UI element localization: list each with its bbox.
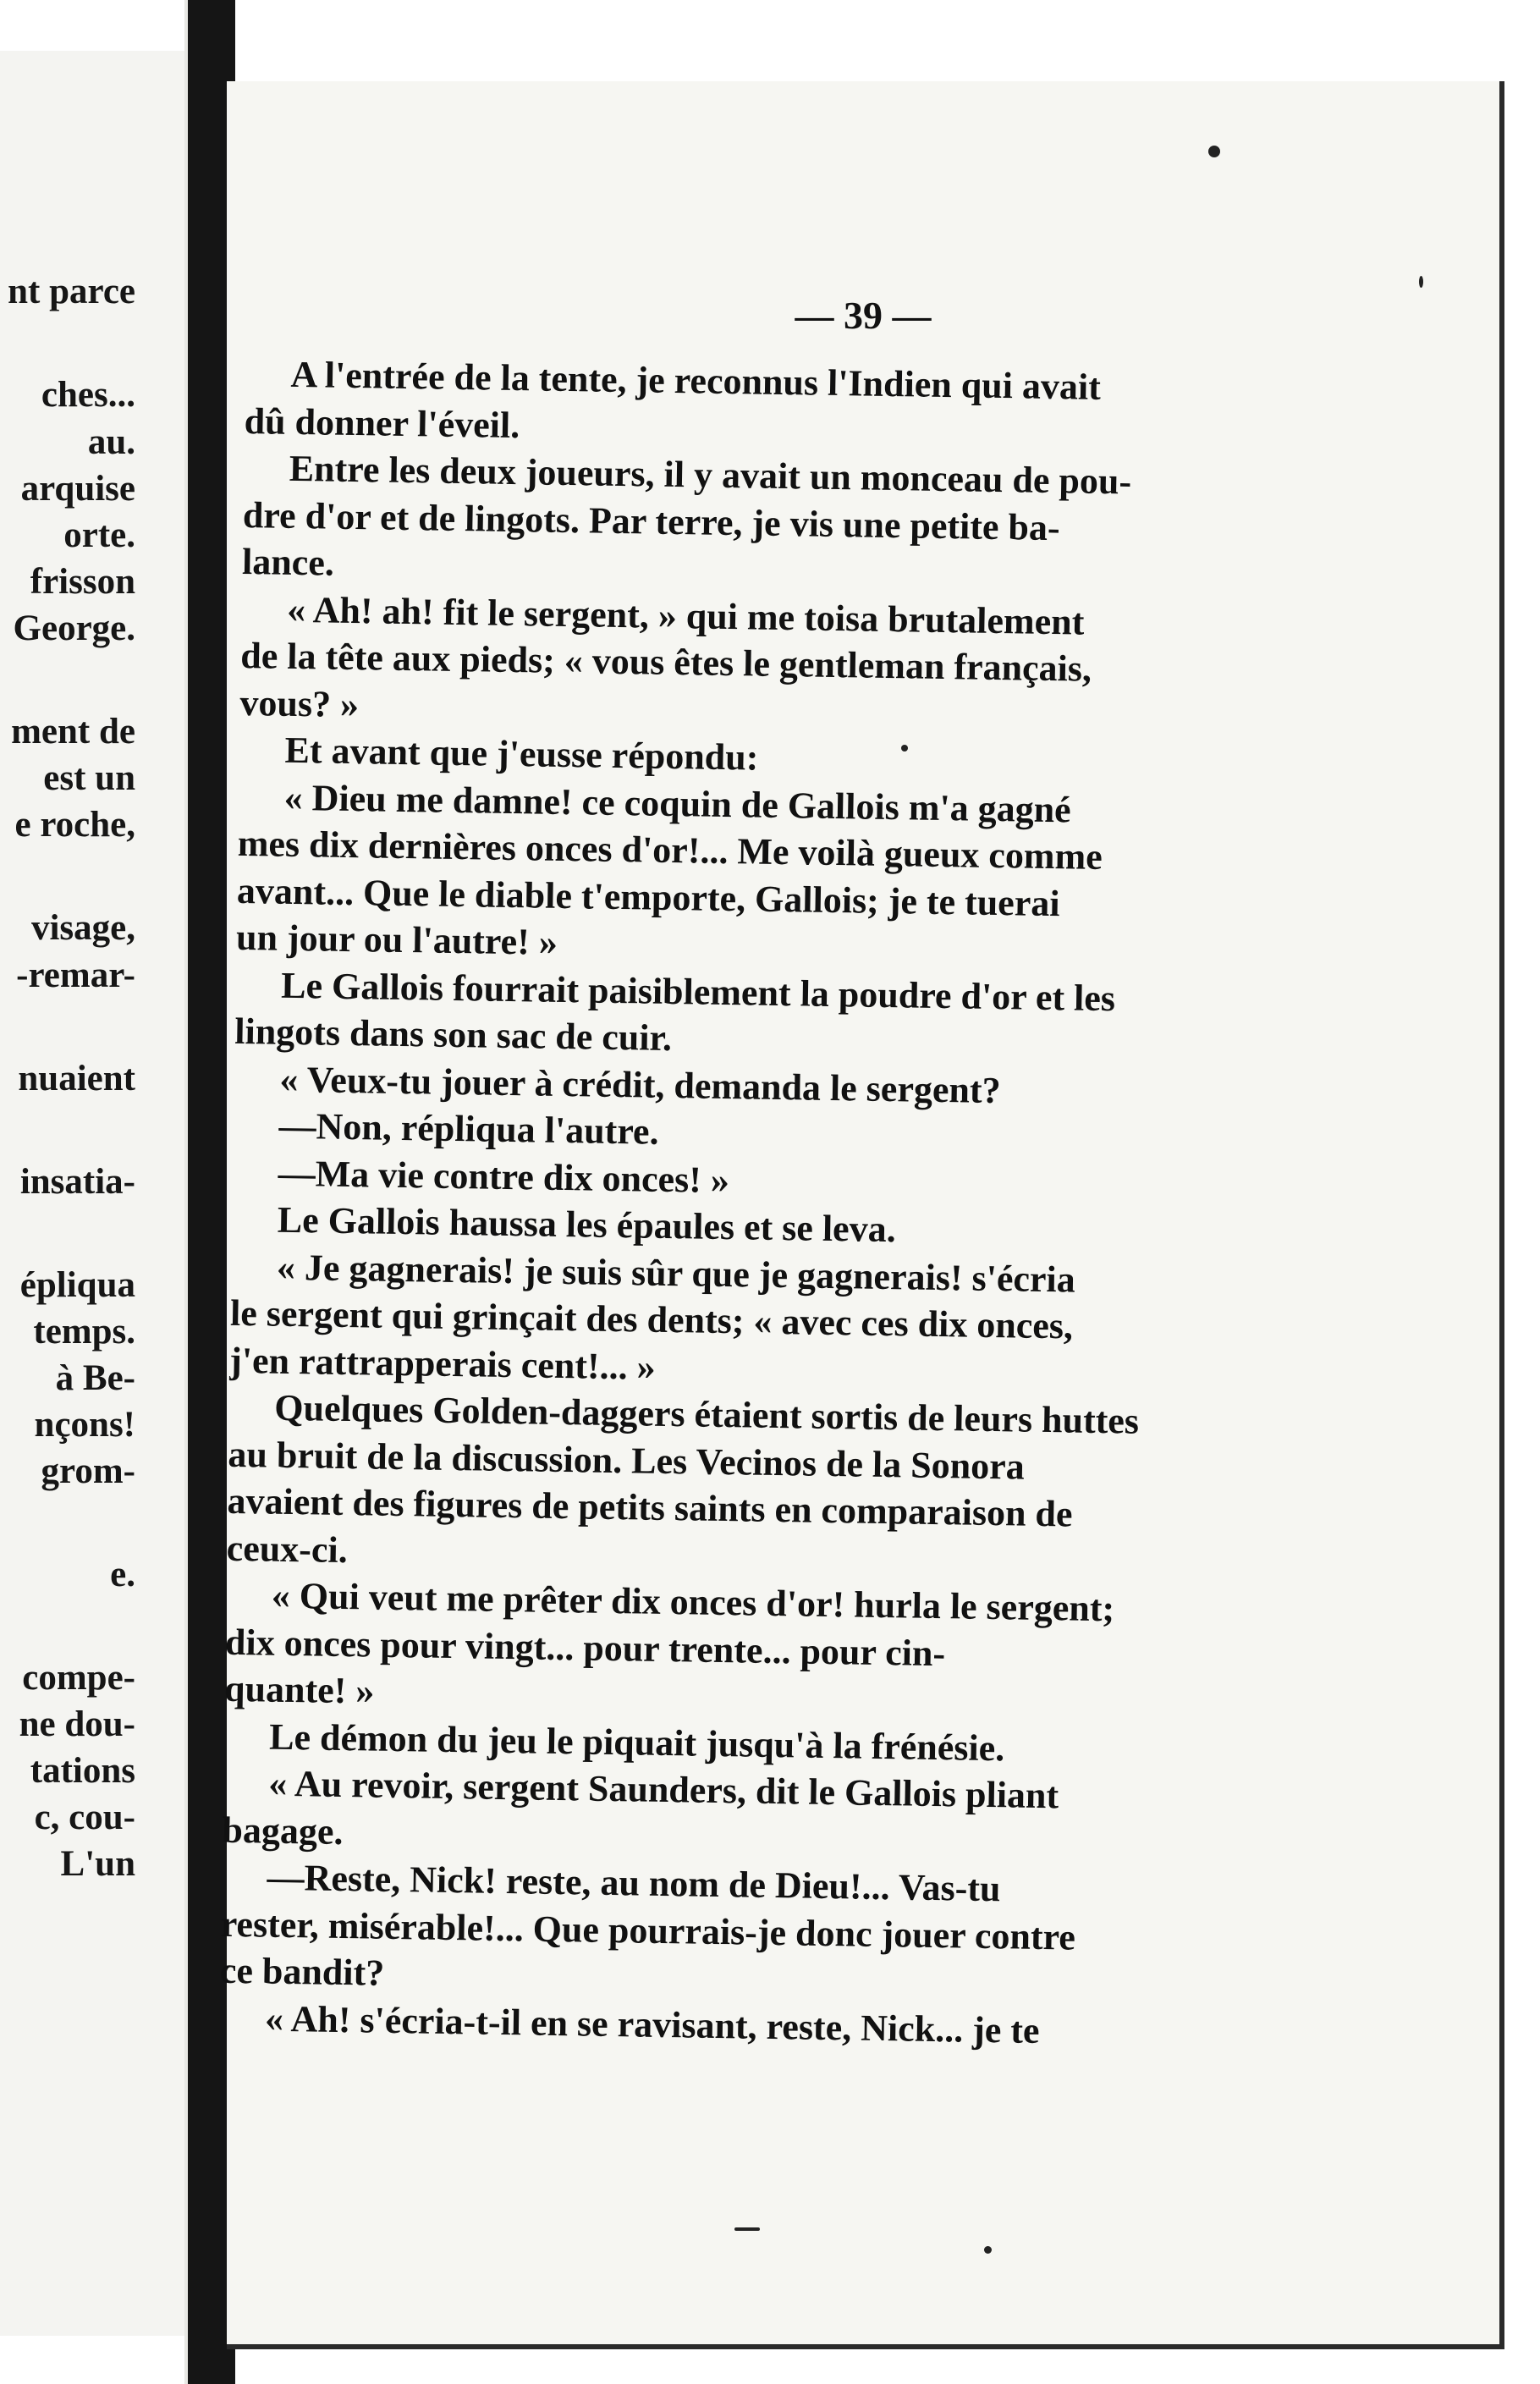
text-line: Le démon du jeu le piquait jusqu'à la frénésie. (268, 1715, 1005, 1769)
current-page (219, 81, 1504, 2349)
previous-page-fragment: est un (43, 758, 135, 798)
previous-page-edge (0, 51, 186, 2336)
ink-speck (1208, 146, 1220, 157)
previous-page-fragment: frisson (30, 562, 135, 602)
previous-page-fragment: ment de (11, 712, 135, 752)
previous-page-text-fragments (0, 51, 184, 2336)
text-line: de la tête aux pieds; « vous êtes le gentleman français, (239, 634, 1092, 690)
text-line: « Ah! s'écria-t-il en se ravisant, reste, Nick... je te (264, 1997, 1040, 2051)
text-line: « Qui veut me prêter dix onces d'or! hurla le sergent; (271, 1574, 1115, 1630)
previous-page-fragment: arquise (20, 469, 135, 509)
text-line: un jour ou l'autre! » (235, 916, 558, 963)
text-line: dre d'or et de lingots. Par terre, je vis une petite ba- (242, 493, 1061, 548)
text-line: dix onces pour vingt... pour trente... pour cin- (224, 1621, 946, 1674)
text-line: mes dix dernières onces d'or!... Me voilà gueux comme (237, 822, 1103, 878)
previous-page-fragment: épliqua (19, 1265, 135, 1305)
previous-page-fragment: grom- (41, 1451, 135, 1491)
text-line: —Reste, Nick! reste, au nom de Dieu!... Vas-tu (267, 1856, 1001, 1910)
text-line: le sergent qui grinçait des dents; « avec ces dix onces, (229, 1291, 1074, 1347)
text-line: rester, misérable!... Que pourrais-je donc jouer contre (220, 1902, 1076, 1958)
previous-page-fragment: tations (30, 1751, 135, 1791)
previous-page-fragment: orte. (63, 515, 135, 555)
text-line: « Ah! ah! fit le sergent, » qui me toisa brutalement (286, 588, 1085, 643)
ink-speck (901, 745, 908, 752)
ink-speck (984, 2246, 992, 2254)
text-line: Le Gallois fourrait paisiblement la poudre d'or et les (280, 964, 1116, 1019)
text-line: avant... Que le diable t'emporte, Gallois; je te tuerai (236, 869, 1060, 924)
text-line: « Je gagnerais! je suis sûr que je gagnerais! s'écria (276, 1246, 1076, 1301)
previous-page-fragment: ne dou- (19, 1704, 135, 1744)
previous-page-fragment: George. (13, 608, 135, 648)
previous-page-fragment: e. (110, 1555, 135, 1594)
text-line: lingots dans son sac de cuir. (234, 1010, 673, 1060)
text-line: Quelques Golden-daggers étaient sortis de leurs huttes (273, 1386, 1140, 1442)
text-line: Et avant que j'eusse répondu: (284, 729, 759, 779)
text-line: dû donner l'éveil. (244, 399, 520, 446)
text-line: Le Gallois haussa les épaules et se leva. (277, 1198, 897, 1251)
text-line: « Dieu me damne! ce coquin de Gallois m'a gagné (283, 776, 1072, 830)
text-line: ce bandit? (219, 1949, 385, 1994)
text-line: au bruit de la discussion. Les Vecinos de la Sonora (228, 1433, 1026, 1488)
text-line: avaient des figures de petits saints en comparaison de (227, 1479, 1073, 1535)
page-number: — 39 — (795, 294, 932, 337)
text-line: « Au revoir, sergent Saunders, dit le Gallois pliant (268, 1762, 1059, 1817)
text-line: A l'entrée de la tente, je reconnus l'Indien qui avait (290, 353, 1102, 408)
ink-speck (734, 2227, 760, 2231)
text-line: lance. (241, 540, 335, 584)
text-line: quante! » (223, 1667, 375, 1712)
previous-page-fragment: compe- (22, 1658, 135, 1698)
previous-page-fragment: L'un (60, 1844, 135, 1884)
previous-page-fragment: nt parce (8, 272, 135, 311)
previous-page-fragment: ches... (41, 375, 135, 415)
ink-speck (1419, 276, 1423, 288)
page-content (219, 81, 1499, 2344)
text-line: Entre les deux joueurs, il y avait un monceau de pou- (289, 447, 1132, 503)
text-line: bagage. (222, 1809, 344, 1853)
body-text (219, 350, 1295, 2057)
previous-page-fragment: nuaient (18, 1059, 135, 1098)
previous-page-fragment: c, cou- (34, 1798, 135, 1837)
previous-page-fragment: nçons! (34, 1405, 135, 1445)
previous-page-fragment: -remar- (16, 955, 135, 995)
text-line: vous? » (239, 681, 360, 725)
text-line: ceux-ci. (226, 1527, 349, 1571)
previous-page-fragment: e roche, (14, 805, 135, 845)
text-line: j'en rattrapperais cent!... » (228, 1339, 657, 1388)
previous-page-fragment: au. (87, 422, 135, 462)
previous-page-fragment: à Be- (55, 1358, 135, 1398)
previous-page-fragment: temps. (33, 1312, 135, 1352)
text-line: « Veux-tu jouer à crédit, demanda le sergent? (279, 1058, 1001, 1111)
previous-page-fragment: visage, (30, 908, 135, 948)
previous-page-fragment: insatia- (19, 1162, 135, 1202)
text-line: —Ma vie contre dix onces! » (278, 1152, 730, 1201)
text-line: —Non, répliqua l'autre. (278, 1104, 659, 1153)
